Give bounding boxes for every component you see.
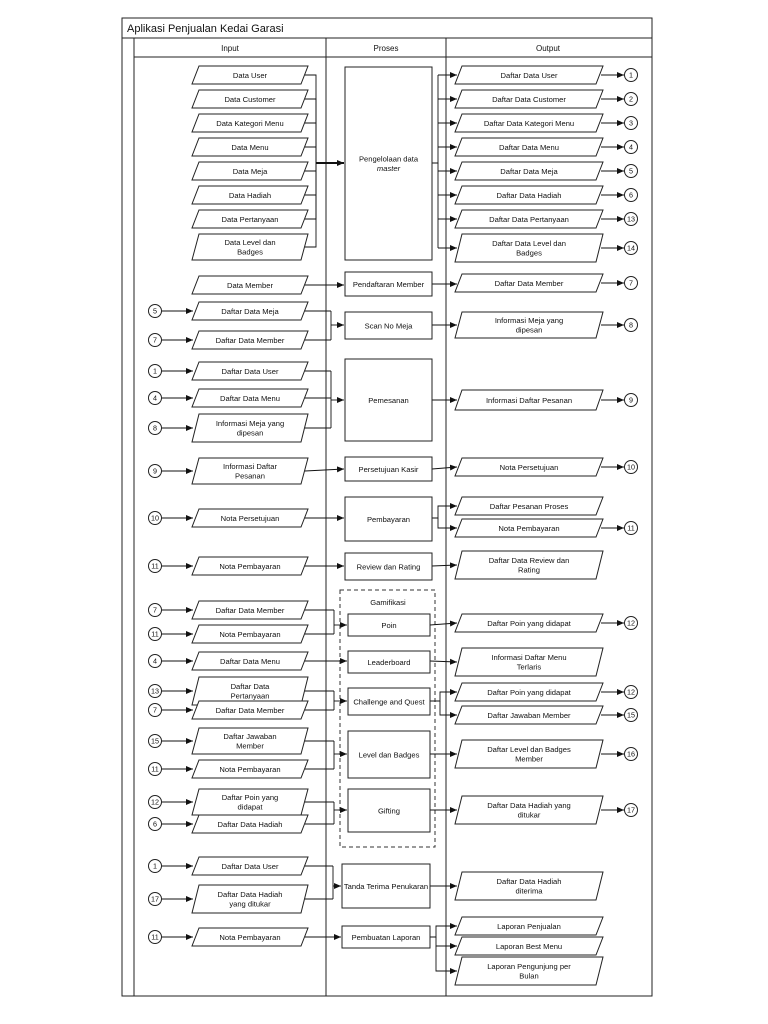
out-jawaban-label: Daftar Jawaban Member [487, 710, 571, 720]
in-nota-pembayaran-2-label: Nota Pembayaran [219, 629, 281, 639]
out-daftar-menu-label: Daftar Data Menu [499, 142, 559, 152]
out-nota-pembayaran [455, 519, 603, 537]
in-daftar-member-1 [192, 331, 308, 349]
out-info-meja-ref-number: 8 [629, 320, 633, 330]
flow-line [305, 469, 344, 471]
in-daftar-menu-1-ref-number: 4 [153, 393, 157, 403]
out-info-meja-label: Informasi Meja yang [494, 316, 564, 326]
out-info-pesanan [455, 390, 603, 410]
out-info-meja-connector-ref [625, 319, 638, 332]
output-column-header: Output [535, 44, 561, 53]
in-daftar-poin-connector-ref [149, 796, 162, 809]
out-daftar-kategori-connector-ref [625, 117, 638, 130]
in-daftar-user-1-label: Daftar Data User [221, 366, 279, 376]
in-nota-persetujuan-ref-number: 10 [151, 513, 159, 523]
out-poin-1 [455, 614, 603, 632]
out-daftar-user-label: Daftar Data User [500, 70, 558, 80]
in-daftar-user-2-connector-ref [149, 860, 162, 873]
in-nota-pembayaran-1 [192, 557, 308, 575]
in-nota-persetujuan [192, 509, 308, 527]
in-data-member [192, 276, 308, 294]
in-daftar-hadiah-connector-ref [149, 818, 162, 831]
p-leaderboard-label: Leaderboard [367, 657, 411, 667]
p-pembayaran [345, 497, 432, 541]
flow-line [430, 926, 457, 937]
in-daftar-meja-connector-ref [149, 305, 162, 318]
out-hadiah-diterima [455, 872, 603, 900]
in-data-level-badges-label: Badges [237, 247, 263, 257]
out-menu-terlaris [455, 648, 603, 676]
out-daftar-user [455, 66, 603, 84]
in-data-level-badges [192, 234, 308, 260]
in-daftar-hadiah [192, 815, 308, 833]
in-daftar-menu-1 [192, 389, 308, 407]
out-jawaban-ref-number: 15 [627, 710, 635, 720]
out-daftar-meja-ref-number: 5 [629, 166, 633, 176]
flow-line [305, 147, 316, 163]
out-daftar-user-ref-number: 1 [629, 70, 633, 80]
in-daftar-user-1-ref-number: 1 [153, 366, 157, 376]
in-data-pertanyaan-label: Data Pertanyaan [221, 214, 279, 224]
in-daftar-meja [192, 302, 308, 320]
in-daftar-user-2 [192, 857, 308, 875]
in-daftar-jawaban-label: Member [236, 741, 264, 751]
out-nota-persetujuan-ref-number: 10 [627, 462, 635, 472]
in-daftar-member-2-ref-number: 7 [153, 605, 157, 615]
out-hadiah-ditukar-ref-number: 17 [627, 805, 635, 815]
out-daftar-kategori-ref-number: 3 [629, 118, 633, 128]
in-info-pesanan-connector-ref [149, 465, 162, 478]
in-info-pesanan-ref-number: 9 [153, 466, 157, 476]
p-persetujuan [345, 457, 432, 481]
out-pesanan-proses [455, 497, 603, 515]
out-menu-terlaris-label: Terlaris [516, 662, 542, 672]
flow-line [430, 623, 457, 625]
p-poin-label: Poin [381, 620, 397, 630]
in-daftar-poin-label: Daftar Poin yang [221, 793, 279, 803]
in-daftar-user-1 [192, 362, 308, 380]
input-column-header: Input [221, 44, 239, 53]
in-data-pertanyaan [192, 210, 308, 228]
out-daftar-meja-label: Daftar Data Meja [500, 166, 558, 176]
in-daftar-meja-ref-number: 5 [153, 306, 157, 316]
in-data-customer [192, 90, 308, 108]
out-lap-pengunjung [455, 957, 603, 985]
p-tanda-terima [342, 864, 430, 908]
p-scan-label: Scan No Meja [364, 321, 413, 331]
in-daftar-poin-label: didapat [237, 802, 263, 812]
out-daftar-kategori-label: Daftar Data Kategori Menu [483, 118, 575, 128]
flow-line [432, 565, 457, 566]
flow-line [305, 123, 316, 163]
out-daftar-customer-label: Daftar Data Customer [492, 94, 566, 104]
in-daftar-user-2-ref-number: 1 [153, 861, 157, 871]
out-daftar-customer-connector-ref [625, 93, 638, 106]
out-nota-persetujuan-connector-ref [625, 461, 638, 474]
out-poin-2 [455, 683, 603, 701]
p-review [345, 553, 432, 580]
in-data-customer-label: Data Customer [224, 94, 276, 104]
out-daftar-hadiah-ref-number: 6 [629, 190, 633, 200]
p-gifting-label: Gifting [378, 806, 400, 816]
in-nota-pembayaran-2-connector-ref [149, 628, 162, 641]
p-pemesanan-label: Pemesanan [368, 395, 409, 405]
in-info-pesanan-label: Informasi Daftar [222, 462, 278, 472]
p-gifting [348, 789, 430, 832]
out-daftar-member-ref-number: 7 [629, 278, 633, 288]
p-laporan [342, 926, 430, 948]
out-pesanan-proses-label: Daftar Pesanan Proses [489, 501, 569, 511]
in-info-meja [192, 414, 308, 442]
out-info-meja-label: dipesan [515, 325, 543, 335]
out-review [455, 551, 603, 579]
in-nota-persetujuan-label: Nota Persetujuan [220, 513, 280, 523]
in-nota-pembayaran-1-label: Nota Pembayaran [219, 561, 281, 571]
in-daftar-jawaban-connector-ref [149, 735, 162, 748]
in-daftar-member-1-ref-number: 7 [153, 335, 157, 345]
out-info-meja [455, 312, 603, 338]
p-leaderboard [348, 651, 430, 673]
out-hadiah-ditukar-label: Daftar Data Hadiah yang [487, 801, 571, 811]
in-nota-pembayaran-2-ref-number: 11 [151, 629, 159, 639]
p-laporan-label: Pembuatan Laporan [351, 932, 421, 942]
out-level-ref-number: 16 [627, 749, 635, 759]
out-daftar-pertanyaan-label: Daftar Data Pertanyaan [489, 214, 569, 224]
out-level [455, 740, 603, 768]
in-daftar-member-2 [192, 601, 308, 619]
in-nota-pembayaran-2 [192, 625, 308, 643]
in-daftar-jawaban [192, 728, 308, 754]
in-daftar-menu-1-connector-ref [149, 392, 162, 405]
flow-line [432, 467, 457, 469]
out-poin-1-label: Daftar Poin yang didapat [487, 618, 571, 628]
out-daftar-hadiah-label: Daftar Data Hadiah [496, 190, 562, 200]
out-daftar-menu-connector-ref [625, 141, 638, 154]
in-daftar-member-3-connector-ref [149, 704, 162, 717]
in-data-user [192, 66, 308, 84]
out-poin-2-label: Daftar Poin yang didapat [487, 687, 571, 697]
p-pembayaran-label: Pembayaran [366, 514, 411, 524]
in-daftar-poin [192, 789, 308, 815]
out-daftar-member-connector-ref [625, 277, 638, 290]
out-daftar-meja [455, 162, 603, 180]
in-data-hadiah-label: Data Hadiah [228, 190, 272, 200]
in-info-meja-label: Informasi Meja yang [215, 419, 285, 429]
in-daftar-member-3-label: Daftar Data Member [215, 705, 285, 715]
in-data-member-label: Data Member [226, 280, 274, 290]
p-master [345, 67, 432, 260]
p-scan [345, 312, 432, 339]
out-lap-best-menu-label: Laporan Best Menu [495, 941, 563, 951]
in-daftar-menu-2 [192, 652, 308, 670]
in-nota-pembayaran-4-label: Nota Pembayaran [219, 932, 281, 942]
p-level-label: Level dan Badges [358, 750, 420, 760]
in-info-meja-ref-number: 8 [153, 423, 157, 433]
out-daftar-menu-ref-number: 4 [629, 142, 633, 152]
out-poin-2-ref-number: 12 [627, 687, 635, 697]
out-hadiah-ditukar-connector-ref [625, 804, 638, 817]
in-nota-pembayaran-3-label: Nota Pembayaran [219, 764, 281, 774]
in-nota-pembayaran-4-connector-ref [149, 931, 162, 944]
flow-line [432, 75, 438, 163]
in-daftar-member-2-label: Daftar Data Member [215, 605, 285, 615]
out-daftar-menu [455, 138, 603, 156]
out-daftar-user-connector-ref [625, 69, 638, 82]
out-level-label: Member [515, 754, 543, 764]
in-daftar-pertanyaan-label: Daftar Data [230, 682, 270, 692]
in-daftar-user-2-label: Daftar Data User [221, 861, 279, 871]
out-daftar-hadiah [455, 186, 603, 204]
in-nota-pembayaran-3-ref-number: 11 [151, 764, 159, 774]
out-nota-pembayaran-ref-number: 11 [627, 523, 635, 533]
p-level [348, 731, 430, 778]
out-daftar-hadiah-connector-ref [625, 189, 638, 202]
out-daftar-kategori [455, 114, 603, 132]
in-daftar-jawaban-ref-number: 15 [151, 736, 159, 746]
in-nota-pembayaran-4-ref-number: 11 [151, 932, 159, 942]
out-nota-persetujuan-label: Nota Persetujuan [499, 462, 559, 472]
in-daftar-menu-2-connector-ref [149, 655, 162, 668]
out-info-pesanan-connector-ref [625, 394, 638, 407]
p-pendaftaran [345, 272, 432, 296]
p-challenge-label: Challenge and Quest [353, 697, 425, 707]
out-daftar-meja-connector-ref [625, 165, 638, 178]
out-level-label: Daftar Level dan Badges [487, 745, 571, 755]
p-persetujuan-label: Persetujuan Kasir [358, 464, 419, 474]
in-daftar-member-1-connector-ref [149, 334, 162, 347]
in-daftar-hadiah-ditukar [192, 885, 308, 913]
diagram-title: Aplikasi Penjualan Kedai Garasi [127, 23, 284, 35]
flow-line [305, 75, 316, 163]
p-challenge [348, 688, 430, 715]
in-daftar-member-2-connector-ref [149, 604, 162, 617]
p-tanda-terima-label: Tanda Terima Penukaran [343, 881, 429, 891]
out-poin-2-connector-ref [625, 686, 638, 699]
in-daftar-hadiah-ditukar-label: Daftar Data Hadiah [217, 890, 283, 900]
out-review-label: Daftar Data Review dan [488, 556, 570, 566]
out-info-pesanan-label: Informasi Daftar Pesanan [485, 395, 573, 405]
in-daftar-pertanyaan-connector-ref [149, 685, 162, 698]
in-data-user-label: Data User [232, 70, 268, 80]
out-nota-pembayaran-label: Nota Pembayaran [498, 523, 560, 533]
flow-line [430, 692, 457, 701]
out-lap-pengunjung-label: Laporan Pengunjung per [487, 962, 571, 972]
out-hadiah-diterima-label: diterima [515, 886, 543, 896]
out-lap-best-menu [455, 937, 603, 955]
in-daftar-meja-label: Daftar Data Meja [221, 306, 279, 316]
out-info-pesanan-ref-number: 9 [629, 395, 633, 405]
in-daftar-hadiah-ditukar-label: yang ditukar [229, 899, 271, 909]
out-daftar-pertanyaan-ref-number: 13 [627, 214, 635, 224]
in-daftar-pertanyaan-label: Pertanyaan [230, 691, 270, 701]
in-info-pesanan [192, 458, 308, 484]
out-review-label: Rating [518, 565, 540, 575]
out-poin-1-ref-number: 12 [627, 618, 635, 628]
in-nota-pembayaran-3-connector-ref [149, 763, 162, 776]
in-nota-pembayaran-4 [192, 928, 308, 946]
gamification-label: Gamifikasi [370, 598, 406, 607]
in-nota-pembayaran-1-connector-ref [149, 560, 162, 573]
in-daftar-hadiah-ditukar-connector-ref [149, 893, 162, 906]
out-daftar-member-label: Daftar Data Member [494, 278, 564, 288]
in-daftar-menu-1-label: Daftar Data Menu [220, 393, 280, 403]
in-info-meja-connector-ref [149, 422, 162, 435]
out-menu-terlaris-label: Informasi Daftar Menu [491, 653, 567, 663]
in-nota-pembayaran-1-ref-number: 11 [151, 561, 159, 571]
out-daftar-customer [455, 90, 603, 108]
p-poin [348, 614, 430, 636]
in-daftar-jawaban-label: Daftar Jawaban [223, 732, 277, 742]
out-poin-1-connector-ref [625, 617, 638, 630]
out-daftar-pertanyaan-connector-ref [625, 213, 638, 226]
in-info-meja-label: dipesan [236, 428, 264, 438]
in-data-level-badges-label: Data Level dan [224, 238, 276, 248]
p-review-label: Review dan Rating [356, 562, 421, 572]
out-hadiah-diterima-label: Daftar Data Hadiah [496, 877, 562, 887]
out-hadiah-ditukar [455, 796, 603, 824]
in-data-meja-label: Data Meja [232, 166, 268, 176]
in-daftar-hadiah-label: Daftar Data Hadiah [217, 819, 283, 829]
in-daftar-menu-2-label: Daftar Data Menu [220, 656, 280, 666]
p-pemesanan [345, 359, 432, 441]
in-daftar-member-3 [192, 701, 308, 719]
out-hadiah-ditukar-label: ditukar [517, 810, 541, 820]
in-daftar-menu-2-ref-number: 4 [153, 656, 157, 666]
in-daftar-user-1-connector-ref [149, 365, 162, 378]
in-data-kategori-menu [192, 114, 308, 132]
flow-line [438, 518, 457, 528]
out-jawaban [455, 706, 603, 724]
out-daftar-pertanyaan [455, 210, 603, 228]
out-daftar-level-connector-ref [625, 242, 638, 255]
out-jawaban-connector-ref [625, 709, 638, 722]
out-lap-penjualan [455, 917, 603, 935]
in-daftar-member-1-label: Daftar Data Member [215, 335, 285, 345]
out-daftar-level-label: Badges [516, 248, 542, 258]
in-data-menu [192, 138, 308, 156]
in-daftar-hadiah-ref-number: 6 [153, 819, 157, 829]
out-daftar-member [455, 274, 603, 292]
out-level-connector-ref [625, 748, 638, 761]
in-data-hadiah [192, 186, 308, 204]
in-data-meja [192, 162, 308, 180]
p-pendaftaran-label: Pendaftaran Member [352, 279, 425, 289]
in-daftar-member-3-ref-number: 7 [153, 705, 157, 715]
in-daftar-pertanyaan-ref-number: 13 [151, 686, 159, 696]
process-column-header: Proses [373, 44, 399, 53]
out-daftar-level [455, 234, 603, 262]
in-daftar-hadiah-ditukar-ref-number: 17 [151, 894, 159, 904]
in-info-pesanan-label: Pesanan [235, 471, 265, 481]
out-daftar-customer-ref-number: 2 [629, 94, 633, 104]
p-master-label: master [376, 164, 401, 174]
out-nota-persetujuan [455, 458, 603, 476]
out-nota-pembayaran-connector-ref [625, 522, 638, 535]
in-nota-pembayaran-3 [192, 760, 308, 778]
in-data-kategori-menu-label: Data Kategori Menu [216, 118, 284, 128]
out-lap-penjualan-label: Laporan Penjualan [497, 921, 561, 931]
flow-line [430, 661, 457, 662]
out-lap-pengunjung-label: Bulan [519, 971, 539, 981]
out-daftar-level-label: Daftar Data Level dan [492, 239, 566, 249]
flow-line [440, 701, 457, 715]
out-daftar-level-ref-number: 14 [627, 243, 635, 253]
in-data-menu-label: Data Menu [231, 142, 269, 152]
flow-line [305, 99, 316, 163]
in-nota-persetujuan-connector-ref [149, 512, 162, 525]
p-master-label: Pengelolaan data [358, 154, 419, 164]
flow-line [432, 506, 457, 518]
in-daftar-poin-ref-number: 12 [151, 797, 159, 807]
